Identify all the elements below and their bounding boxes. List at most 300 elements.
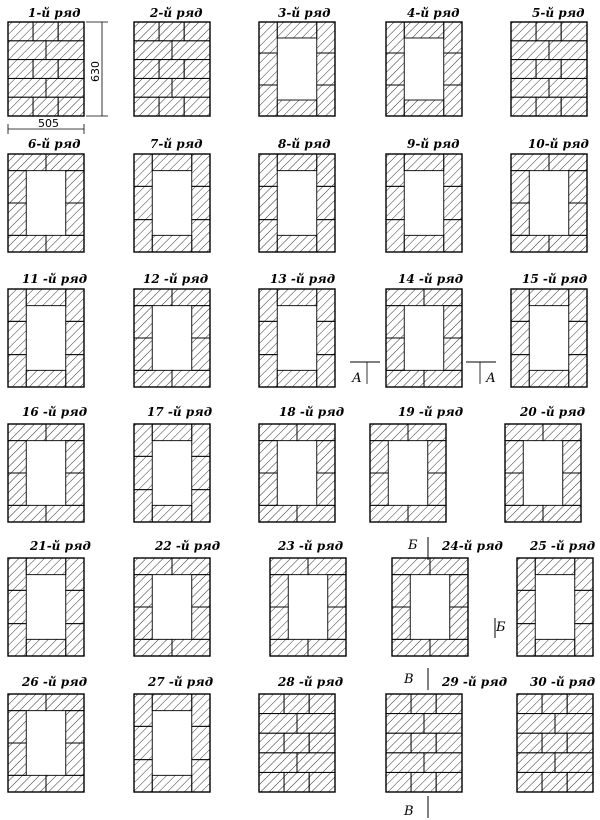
brick bbox=[430, 558, 468, 575]
brick bbox=[404, 235, 444, 252]
brick bbox=[517, 694, 542, 714]
brick bbox=[370, 473, 388, 505]
brick bbox=[317, 154, 335, 186]
row-plan-23 bbox=[270, 558, 346, 656]
row-label-10: 10-й ряд bbox=[528, 137, 589, 151]
brick bbox=[134, 60, 159, 79]
brick bbox=[259, 186, 277, 219]
brick bbox=[567, 694, 593, 714]
row-plan-30 bbox=[517, 694, 593, 792]
brick bbox=[424, 289, 462, 306]
brick bbox=[259, 154, 277, 186]
brick bbox=[555, 753, 593, 773]
row-plan-29 bbox=[386, 694, 462, 792]
brick bbox=[172, 41, 210, 60]
brick bbox=[284, 733, 309, 753]
row-label-30: 30 -й ряд bbox=[530, 675, 596, 689]
brick bbox=[192, 154, 210, 186]
brick bbox=[386, 289, 424, 306]
brick bbox=[511, 22, 536, 41]
brick bbox=[134, 456, 152, 489]
brick bbox=[536, 97, 561, 116]
brick bbox=[58, 60, 84, 79]
brick bbox=[134, 760, 152, 792]
row-plan-6 bbox=[8, 154, 84, 252]
row-label-25: 25 -й ряд bbox=[530, 539, 596, 553]
brick bbox=[555, 714, 593, 734]
brick bbox=[404, 154, 444, 171]
brick bbox=[569, 355, 587, 387]
brick bbox=[404, 22, 444, 38]
brick bbox=[297, 714, 335, 734]
brick bbox=[424, 370, 462, 387]
row-label-27: 27 -й ряд bbox=[148, 675, 214, 689]
brick bbox=[328, 575, 346, 607]
brick bbox=[66, 473, 84, 505]
brick bbox=[8, 558, 26, 590]
brick bbox=[411, 772, 436, 792]
row-plan-7 bbox=[134, 154, 210, 252]
brick bbox=[33, 60, 58, 79]
brick bbox=[192, 456, 210, 489]
brick bbox=[436, 694, 462, 714]
brick bbox=[134, 575, 152, 607]
dimension-height: 630 bbox=[89, 61, 102, 82]
brick bbox=[511, 60, 536, 79]
brick bbox=[529, 289, 569, 306]
row-label-7: 7-й ряд bbox=[150, 137, 203, 151]
brick bbox=[134, 424, 152, 456]
brick bbox=[259, 772, 284, 792]
brick bbox=[317, 186, 335, 219]
brick bbox=[511, 235, 549, 252]
row-plan-22 bbox=[134, 558, 210, 656]
brick bbox=[561, 97, 587, 116]
brick bbox=[192, 306, 210, 338]
brick bbox=[8, 97, 33, 116]
row-plan-10 bbox=[511, 154, 587, 252]
brick bbox=[386, 370, 424, 387]
brick bbox=[444, 186, 462, 219]
brick bbox=[8, 41, 46, 60]
row-label-19: 19 -й ряд bbox=[398, 405, 464, 419]
brick bbox=[569, 289, 587, 321]
brick bbox=[270, 575, 288, 607]
brick bbox=[172, 558, 210, 575]
brick bbox=[569, 321, 587, 354]
brick bbox=[8, 743, 26, 775]
brick bbox=[444, 22, 462, 53]
brick bbox=[277, 22, 317, 38]
brick bbox=[317, 473, 335, 505]
brick bbox=[46, 78, 84, 97]
brick bbox=[152, 154, 192, 171]
brick bbox=[259, 53, 277, 85]
brick bbox=[561, 22, 587, 41]
row-label-3: 3-й ряд bbox=[278, 6, 331, 20]
brick bbox=[444, 220, 462, 252]
brick bbox=[134, 22, 159, 41]
brick bbox=[8, 775, 46, 792]
brick bbox=[8, 22, 33, 41]
row-label-15: 15 -й ряд bbox=[522, 272, 588, 286]
brick bbox=[386, 733, 411, 753]
brick bbox=[569, 203, 587, 235]
row-plan-24 bbox=[392, 558, 468, 656]
brick bbox=[511, 41, 549, 60]
brick bbox=[192, 186, 210, 219]
brick bbox=[392, 558, 430, 575]
brick bbox=[33, 22, 58, 41]
brick bbox=[259, 424, 297, 441]
brick bbox=[411, 694, 436, 714]
brick bbox=[517, 590, 535, 623]
brick bbox=[159, 22, 184, 41]
brick bbox=[66, 171, 84, 203]
brick bbox=[517, 624, 535, 656]
brick bbox=[408, 505, 446, 522]
brick bbox=[172, 78, 210, 97]
brick bbox=[8, 624, 26, 656]
brick bbox=[277, 235, 317, 252]
row-plan-1 bbox=[8, 22, 84, 116]
brick bbox=[505, 473, 523, 505]
brick bbox=[386, 753, 424, 773]
brick bbox=[134, 78, 172, 97]
brick bbox=[392, 607, 410, 639]
row-plan-26 bbox=[8, 694, 84, 792]
brick bbox=[8, 235, 46, 252]
brick bbox=[297, 753, 335, 773]
row-label-6: 6-й ряд bbox=[28, 137, 81, 151]
brick bbox=[411, 733, 436, 753]
row-label-1: 1-й ряд bbox=[28, 6, 81, 20]
row-label-4: 4-й ряд bbox=[407, 6, 460, 20]
brick bbox=[134, 607, 152, 639]
brick bbox=[134, 338, 152, 370]
brick bbox=[386, 154, 404, 186]
brick bbox=[386, 714, 424, 734]
brick bbox=[134, 726, 152, 759]
row-label-23: 23 -й ряд bbox=[278, 539, 344, 553]
brick bbox=[33, 97, 58, 116]
row-plan-27 bbox=[134, 694, 210, 792]
brick bbox=[386, 306, 404, 338]
row-label-9: 9-й ряд bbox=[407, 137, 460, 151]
brick bbox=[317, 441, 335, 473]
brick bbox=[277, 100, 317, 116]
brick bbox=[66, 289, 84, 321]
brick bbox=[392, 639, 430, 656]
row-plan-12 bbox=[134, 289, 210, 387]
row-label-22: 22 -й ряд bbox=[155, 539, 221, 553]
brick bbox=[192, 726, 210, 759]
brick bbox=[511, 171, 529, 203]
row-plan-8 bbox=[259, 154, 335, 252]
brick bbox=[543, 505, 581, 522]
row-plan-19 bbox=[370, 424, 446, 522]
brick bbox=[159, 60, 184, 79]
brick bbox=[66, 558, 84, 590]
brick bbox=[134, 370, 172, 387]
row-label-13: 13 -й ряд bbox=[270, 272, 336, 286]
brick bbox=[511, 78, 549, 97]
brick bbox=[134, 306, 152, 338]
brick bbox=[424, 714, 462, 734]
brick bbox=[134, 639, 172, 656]
brick bbox=[192, 338, 210, 370]
brick bbox=[259, 473, 277, 505]
brick bbox=[529, 370, 569, 387]
brick bbox=[284, 694, 309, 714]
brick bbox=[370, 424, 408, 441]
brick bbox=[8, 694, 46, 711]
section-b-top: Б bbox=[408, 538, 418, 553]
section-v-top: В bbox=[404, 672, 414, 687]
row-plan-25 bbox=[517, 558, 593, 656]
brick bbox=[159, 97, 184, 116]
brick bbox=[8, 60, 33, 79]
brick bbox=[517, 558, 535, 590]
brick bbox=[575, 624, 593, 656]
brick bbox=[317, 321, 335, 354]
brick bbox=[270, 558, 308, 575]
brick bbox=[511, 97, 536, 116]
brick bbox=[297, 424, 335, 441]
brick bbox=[58, 97, 84, 116]
row-label-11: 11 -й ряд bbox=[22, 272, 88, 286]
brick bbox=[309, 733, 335, 753]
brick bbox=[386, 53, 404, 85]
row-plan-17 bbox=[134, 424, 210, 522]
brick bbox=[277, 370, 317, 387]
brick bbox=[259, 694, 284, 714]
brick bbox=[46, 775, 84, 792]
brick bbox=[386, 772, 411, 792]
brick bbox=[328, 607, 346, 639]
brick bbox=[511, 203, 529, 235]
brick bbox=[370, 505, 408, 522]
brick bbox=[511, 355, 529, 387]
brick bbox=[26, 558, 66, 575]
brick bbox=[259, 441, 277, 473]
brick bbox=[152, 235, 192, 252]
brick bbox=[424, 753, 462, 773]
brick bbox=[549, 154, 587, 171]
brick bbox=[535, 558, 575, 575]
row-plan-2 bbox=[134, 22, 210, 116]
brick bbox=[297, 505, 335, 522]
brick bbox=[517, 753, 555, 773]
brick bbox=[66, 355, 84, 387]
brick bbox=[46, 505, 84, 522]
brick bbox=[511, 154, 549, 171]
brick bbox=[259, 85, 277, 116]
brick bbox=[270, 639, 308, 656]
brick bbox=[317, 22, 335, 53]
brick bbox=[8, 171, 26, 203]
row-plan-28 bbox=[259, 694, 335, 792]
brick bbox=[370, 441, 388, 473]
brick bbox=[134, 186, 152, 219]
brick bbox=[561, 60, 587, 79]
brick bbox=[259, 321, 277, 354]
brick bbox=[444, 338, 462, 370]
brick bbox=[192, 607, 210, 639]
brick bbox=[172, 289, 210, 306]
brick bbox=[543, 424, 581, 441]
brick bbox=[259, 714, 297, 734]
section-v-bottom: В bbox=[404, 804, 414, 819]
brick bbox=[259, 505, 297, 522]
brick bbox=[66, 321, 84, 354]
brick bbox=[569, 171, 587, 203]
brick bbox=[309, 694, 335, 714]
brick bbox=[542, 772, 567, 792]
brick bbox=[8, 505, 46, 522]
brick bbox=[444, 306, 462, 338]
brick bbox=[444, 154, 462, 186]
brick bbox=[317, 85, 335, 116]
brick bbox=[46, 694, 84, 711]
brick bbox=[184, 60, 210, 79]
brick bbox=[66, 590, 84, 623]
brick bbox=[517, 733, 542, 753]
brick bbox=[259, 289, 277, 321]
brick bbox=[567, 733, 593, 753]
brick bbox=[8, 441, 26, 473]
row-plan-21 bbox=[8, 558, 84, 656]
brick bbox=[284, 772, 309, 792]
brick bbox=[134, 694, 152, 726]
row-label-14: 14 -й ряд bbox=[398, 272, 464, 286]
row-label-28: 28 -й ряд bbox=[278, 675, 344, 689]
brick bbox=[386, 85, 404, 116]
brick bbox=[8, 154, 46, 171]
brick bbox=[317, 355, 335, 387]
brick bbox=[134, 154, 152, 186]
row-plan-5 bbox=[511, 22, 587, 116]
brick bbox=[259, 733, 284, 753]
brick bbox=[317, 289, 335, 321]
brick bbox=[542, 733, 567, 753]
brick bbox=[134, 220, 152, 252]
brick bbox=[505, 424, 543, 441]
brick bbox=[536, 60, 561, 79]
brick bbox=[152, 775, 192, 792]
brick bbox=[66, 441, 84, 473]
brick bbox=[436, 772, 462, 792]
brick bbox=[270, 607, 288, 639]
row-plan-14 bbox=[386, 289, 462, 387]
row-plan-9 bbox=[386, 154, 462, 252]
dimension-width: 505 bbox=[38, 117, 59, 130]
brick bbox=[8, 711, 26, 743]
row-plan-11 bbox=[8, 289, 84, 387]
brick bbox=[450, 575, 468, 607]
brick bbox=[386, 186, 404, 219]
row-plan-16 bbox=[8, 424, 84, 522]
brick bbox=[152, 424, 192, 441]
brick bbox=[192, 220, 210, 252]
brick bbox=[444, 53, 462, 85]
brick bbox=[172, 370, 210, 387]
brick bbox=[8, 289, 26, 321]
brick bbox=[408, 424, 446, 441]
section-a-left: А bbox=[352, 371, 362, 386]
brick bbox=[505, 505, 543, 522]
row-label-17: 17 -й ряд bbox=[147, 405, 213, 419]
row-label-8: 8-й ряд bbox=[278, 137, 331, 151]
brick bbox=[8, 321, 26, 354]
brick bbox=[172, 639, 210, 656]
row-label-24: 24-й ряд bbox=[442, 539, 503, 553]
brick bbox=[58, 22, 84, 41]
row-label-12: 12 -й ряд bbox=[143, 272, 209, 286]
brick bbox=[192, 424, 210, 456]
brick bbox=[563, 441, 581, 473]
brick bbox=[536, 22, 561, 41]
brick bbox=[436, 733, 462, 753]
brick bbox=[134, 490, 152, 522]
row-plan-3 bbox=[259, 22, 335, 116]
brick bbox=[317, 220, 335, 252]
row-label-29: 29 -й ряд bbox=[442, 675, 508, 689]
brick bbox=[46, 235, 84, 252]
brick bbox=[134, 289, 172, 306]
brick bbox=[8, 590, 26, 623]
brick bbox=[308, 639, 346, 656]
brick bbox=[66, 203, 84, 235]
row-label-2: 2-й ряд bbox=[150, 6, 203, 20]
brick bbox=[549, 78, 587, 97]
section-b-bottom: Б bbox=[496, 620, 506, 635]
brick bbox=[386, 220, 404, 252]
brick bbox=[192, 575, 210, 607]
brick bbox=[66, 624, 84, 656]
brick bbox=[428, 441, 446, 473]
row-label-21: 21-й ряд bbox=[30, 539, 91, 553]
brick bbox=[517, 714, 555, 734]
brick bbox=[511, 289, 529, 321]
row-label-5: 5-й ряд bbox=[532, 6, 585, 20]
brick bbox=[549, 235, 587, 252]
brick bbox=[259, 753, 297, 773]
brick bbox=[505, 441, 523, 473]
brick bbox=[134, 97, 159, 116]
brick bbox=[535, 639, 575, 656]
brick bbox=[277, 289, 317, 306]
brick bbox=[134, 41, 172, 60]
row-plan-13 bbox=[259, 289, 335, 387]
brick bbox=[46, 424, 84, 441]
brick bbox=[386, 22, 404, 53]
brick bbox=[152, 694, 192, 711]
row-label-18: 18 -й ряд bbox=[279, 405, 345, 419]
brick bbox=[8, 355, 26, 387]
brick bbox=[517, 772, 542, 792]
brick bbox=[317, 53, 335, 85]
row-plan-20 bbox=[505, 424, 581, 522]
brick bbox=[511, 321, 529, 354]
brick bbox=[549, 41, 587, 60]
brick bbox=[192, 490, 210, 522]
brick bbox=[192, 760, 210, 792]
brick bbox=[567, 772, 593, 792]
brick bbox=[563, 473, 581, 505]
brick bbox=[26, 639, 66, 656]
brick bbox=[444, 85, 462, 116]
